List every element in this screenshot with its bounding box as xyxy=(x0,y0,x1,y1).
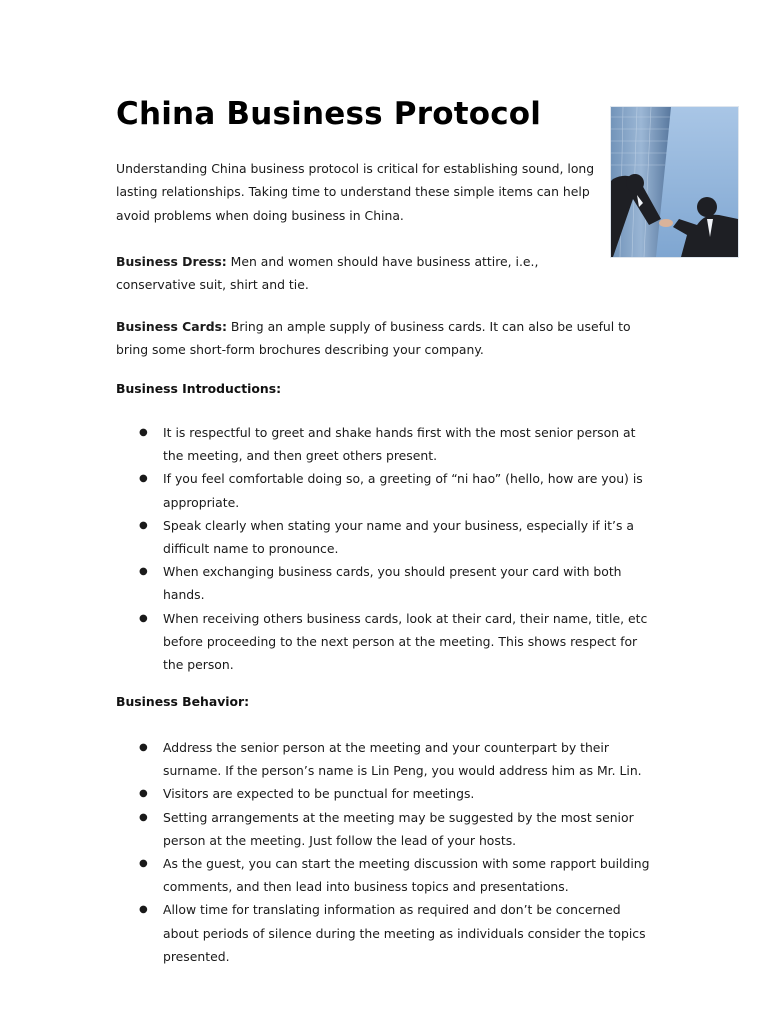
bullet-icon: ● xyxy=(139,519,148,531)
list-item-text: Allow time for translating information as required and don’t be concerned about periods of silence during the meeting as individuals consider the topics presented. xyxy=(163,902,646,964)
list-item xyxy=(136,852,656,898)
business-cards-text: Bring an ample supply of business cards. It can also be useful to bring some short-form brochures describing your company. xyxy=(116,319,631,358)
business-handshake-photo xyxy=(610,106,739,258)
list-item-text: If you feel comfortable doing so, a greeting of “ni hao” (hello, how are you) is appropriate. xyxy=(163,471,643,510)
list-item xyxy=(136,421,656,467)
list-item-text: It is respectful to greet and shake hands first with the most senior person at the meeting, and then greet others present. xyxy=(163,425,636,464)
list-item xyxy=(136,736,656,782)
page-title: China Business Protocol xyxy=(116,96,542,132)
bullet-icon: ● xyxy=(139,612,148,624)
business-dress-label: Business Dress: xyxy=(116,254,227,269)
business-introductions-heading: Business Introductions: xyxy=(116,381,282,396)
list-item-text: Address the senior person at the meeting and your counterpart by their surname. If the person’s name is Lin Peng, you would address him as Mr. Lin. xyxy=(163,740,642,779)
list-item xyxy=(136,607,656,677)
list-item-text: Setting arrangements at the meeting may be suggested by the most senior person at the meeting. Just follow the lead of your hosts. xyxy=(163,809,634,848)
list-item-text: As the guest, you can start the meeting discussion with some rapport building comments, and then lead into business topics and presentations. xyxy=(163,856,650,895)
business-introductions-list xyxy=(136,421,656,676)
list-item xyxy=(136,782,656,805)
bullet-icon: ● xyxy=(139,811,148,823)
list-item xyxy=(136,560,656,606)
list-item xyxy=(136,898,656,968)
bullet-icon: ● xyxy=(139,473,148,485)
list-item xyxy=(136,806,656,852)
list-item xyxy=(136,514,656,560)
business-cards-paragraph xyxy=(116,315,661,362)
business-dress-paragraph xyxy=(116,250,586,297)
list-item xyxy=(136,467,656,513)
bullet-icon: ● xyxy=(139,788,148,800)
bullet-icon: ● xyxy=(139,427,148,438)
bullet-icon: ● xyxy=(139,904,148,916)
business-cards-label: Business Cards: xyxy=(116,319,227,334)
bullet-icon: ● xyxy=(139,742,148,753)
list-item-text: Visitors are expected to be punctual for meetings. xyxy=(163,786,475,802)
bullet-icon: ● xyxy=(139,858,148,870)
intro-paragraph: Understanding China business protocol is critical for establishing sound, long lasting relationships. Taking time to understand these simple items can help avoid problems when doing business in China. xyxy=(116,161,595,223)
list-item-text: When receiving others business cards, look at their card, their name, title, etc before proceeding to the next person at the meeting. This shows respect for the person. xyxy=(163,610,648,673)
business-behavior-list xyxy=(136,736,656,968)
list-item-text: Speak clearly when stating your name and your business, especially if it’s a difficult name to pronounce. xyxy=(163,517,634,557)
business-dress-text: Men and women should have business attire, i.e., conservative suit, shirt and tie. xyxy=(116,254,539,293)
bullet-icon: ● xyxy=(139,566,148,578)
list-item-text: When exchanging business cards, you should present your card with both hands. xyxy=(163,564,622,603)
business-behavior-heading: Business Behavior: xyxy=(116,694,250,709)
